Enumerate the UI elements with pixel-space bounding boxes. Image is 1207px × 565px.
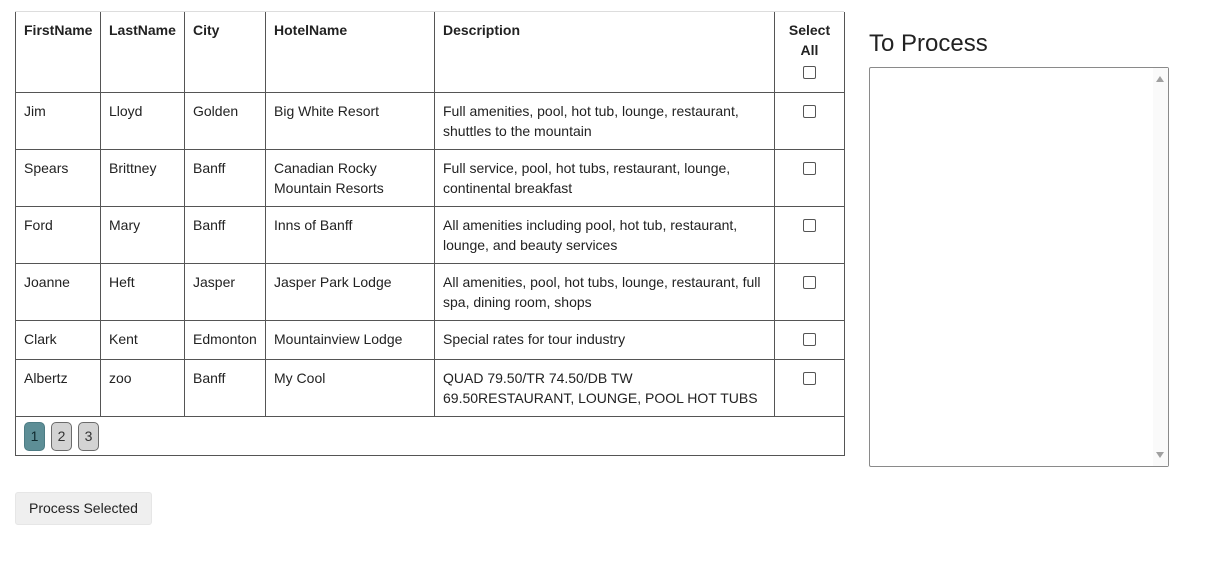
cell-hotelname: Canadian Rocky Mountain Resorts [266,150,435,207]
row-select-checkbox[interactable] [803,333,816,346]
select-all-checkbox[interactable] [803,66,816,79]
column-header-lastname[interactable]: LastName [101,12,185,93]
cell-lastname: zoo [101,360,185,417]
hotel-grid [15,11,844,456]
cell-hotelname: Mountainview Lodge [266,321,435,360]
cell-lastname: Lloyd [101,93,185,150]
scroll-down-arrow-icon[interactable] [1156,452,1164,458]
cell-lastname: Brittney [101,150,185,207]
cell-select [775,207,845,264]
table-header-row [16,12,845,93]
cell-description: QUAD 79.50/TR 74.50/DB TW 69.50RESTAURANT, LOUNGE, POOL HOT TUBS [435,360,775,417]
to-process-listbox[interactable] [869,67,1169,467]
table-row [16,150,845,207]
cell-city: Banff [185,150,266,207]
row-select-checkbox[interactable] [803,219,816,232]
cell-lastname: Heft [101,264,185,321]
cell-select [775,264,845,321]
cell-city: Jasper [185,264,266,321]
table-row [16,93,845,150]
cell-city: Golden [185,93,266,150]
page-button-3[interactable]: 3 [78,422,99,451]
table-row [16,321,845,360]
row-select-checkbox[interactable] [803,105,816,118]
table-row [16,360,845,417]
pager [16,417,845,456]
table-row [16,207,845,264]
cell-firstname: Albertz [16,360,101,417]
row-select-checkbox[interactable] [803,162,816,175]
cell-hotelname: Inns of Banff [266,207,435,264]
page-button-1[interactable]: 1 [24,422,45,451]
cell-description: Full service, pool, hot tubs, restaurant, lounge, continental breakfast [435,150,775,207]
to-process-title: To Process [869,30,988,57]
page-button-2[interactable]: 2 [51,422,72,451]
column-header-firstname[interactable]: FirstName [16,12,101,93]
scroll-up-arrow-icon[interactable] [1156,76,1164,82]
cell-description: Full amenities, pool, hot tub, lounge, restaurant, shuttles to the mountain [435,93,775,150]
cell-firstname: Clark [16,321,101,360]
cell-select [775,321,845,360]
cell-lastname: Kent [101,321,185,360]
listbox-scrollbar[interactable] [1153,68,1168,466]
cell-lastname: Mary [101,207,185,264]
column-header-description[interactable]: Description [435,12,775,93]
cell-select [775,360,845,417]
row-select-checkbox[interactable] [803,276,816,289]
column-header-hotelname[interactable]: HotelName [266,12,435,93]
cell-city: Edmonton [185,321,266,360]
cell-firstname: Spears [16,150,101,207]
cell-hotelname: Jasper Park Lodge [266,264,435,321]
row-select-checkbox[interactable] [803,372,816,385]
cell-city: Banff [185,360,266,417]
cell-firstname: Jim [16,93,101,150]
process-selected-button[interactable]: Process Selected [15,492,152,525]
hotel-table [15,12,845,456]
cell-city: Banff [185,207,266,264]
cell-hotelname: My Cool [266,360,435,417]
cell-description: All amenities including pool, hot tub, restaurant, lounge, and beauty services [435,207,775,264]
cell-select [775,150,845,207]
column-header-city[interactable]: City [185,12,266,93]
cell-hotelname: Big White Resort [266,93,435,150]
select-all-label: Select All [788,22,831,58]
table-row [16,264,845,321]
cell-select [775,93,845,150]
column-header-select-all [775,12,845,93]
pager-row [16,417,845,456]
cell-description: All amenities, pool, hot tubs, lounge, restaurant, full spa, dining room, shops [435,264,775,321]
cell-firstname: Joanne [16,264,101,321]
cell-firstname: Ford [16,207,101,264]
cell-description: Special rates for tour industry [435,321,775,360]
